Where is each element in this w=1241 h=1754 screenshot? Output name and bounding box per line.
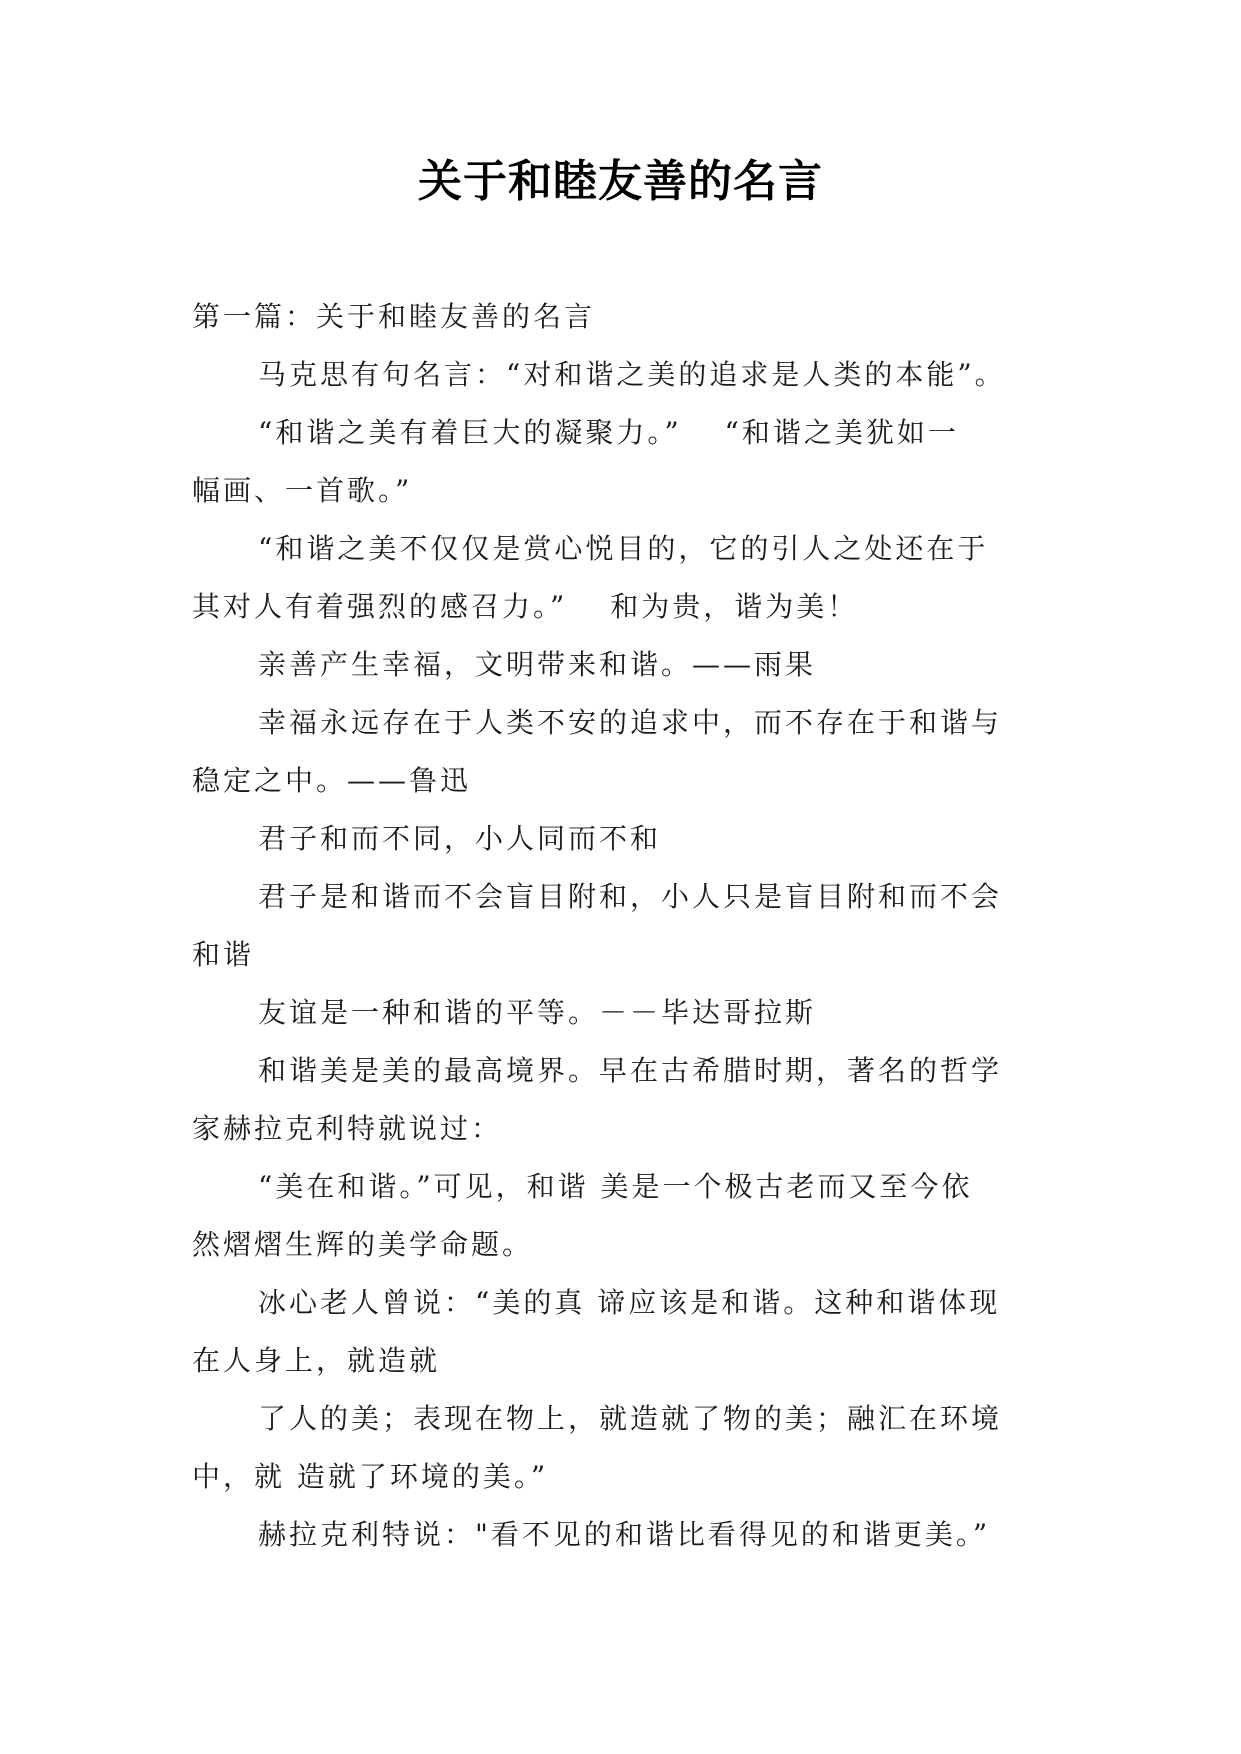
text-line: 然熠熠生辉的美学命题。 [192,1228,534,1261]
text-line: “和谐之美不仅仅是赏心悦目的，它的引人之处还在于 [258,532,989,565]
text-line: 和谐 [192,938,255,971]
text-line: 君子是和谐而不会盲目附和，小人只是盲目附和而不会 [258,880,1003,913]
text-line: 赫拉克利特说："看不见的和谐比看得见的和谐更美。” [258,1518,991,1551]
text-line: 冰心老人曾说：“美的真 谛应该是和谐。这种和谐体现 [258,1286,1001,1319]
text-line: “和谐之美有着巨大的凝聚力。” “和谐之美犹如一 [258,416,959,449]
document-title: 关于和睦友善的名言 [418,156,823,207]
text-line: 中，就 造就了环境的美。” [192,1460,549,1493]
document-body [192,288,1072,1564]
text-line: 亲善产生幸福，文明带来和谐。——雨果 [258,648,817,681]
text-line: 其对人有着强烈的感召力。” 和为贵，谐为美！ [192,590,859,623]
text-line: 稳定之中。——鲁迅 [192,764,472,797]
text-line: 幸福永远存在于人类不安的追求中，而不存在于和谐与 [258,706,1003,739]
text-line: 家赫拉克利特就说过： [192,1112,503,1145]
text-line: 马克思有句名言：“对和谐之美的追求是人类的本能”。 [258,358,1006,391]
text-line: 幅画、一首歌。” [192,474,413,507]
text-line: 友谊是一种和谐的平等。－－毕达哥拉斯 [258,996,817,1029]
text-line: 第一篇：关于和睦友善的名言 [192,300,596,333]
text-line: 在人身上，就造就 [192,1344,441,1377]
text-line: 了人的美；表现在物上，就造就了物的美；融汇在环境 [258,1402,1003,1435]
text-line: “美在和谐。”可见，和谐 美是一个极古老而又至今依 [258,1170,973,1203]
text-line: 和谐美是美的最高境界。早在古希腊时期，著名的哲学 [258,1054,1003,1087]
text-line: 君子和而不同，小人同而不和 [258,822,662,855]
